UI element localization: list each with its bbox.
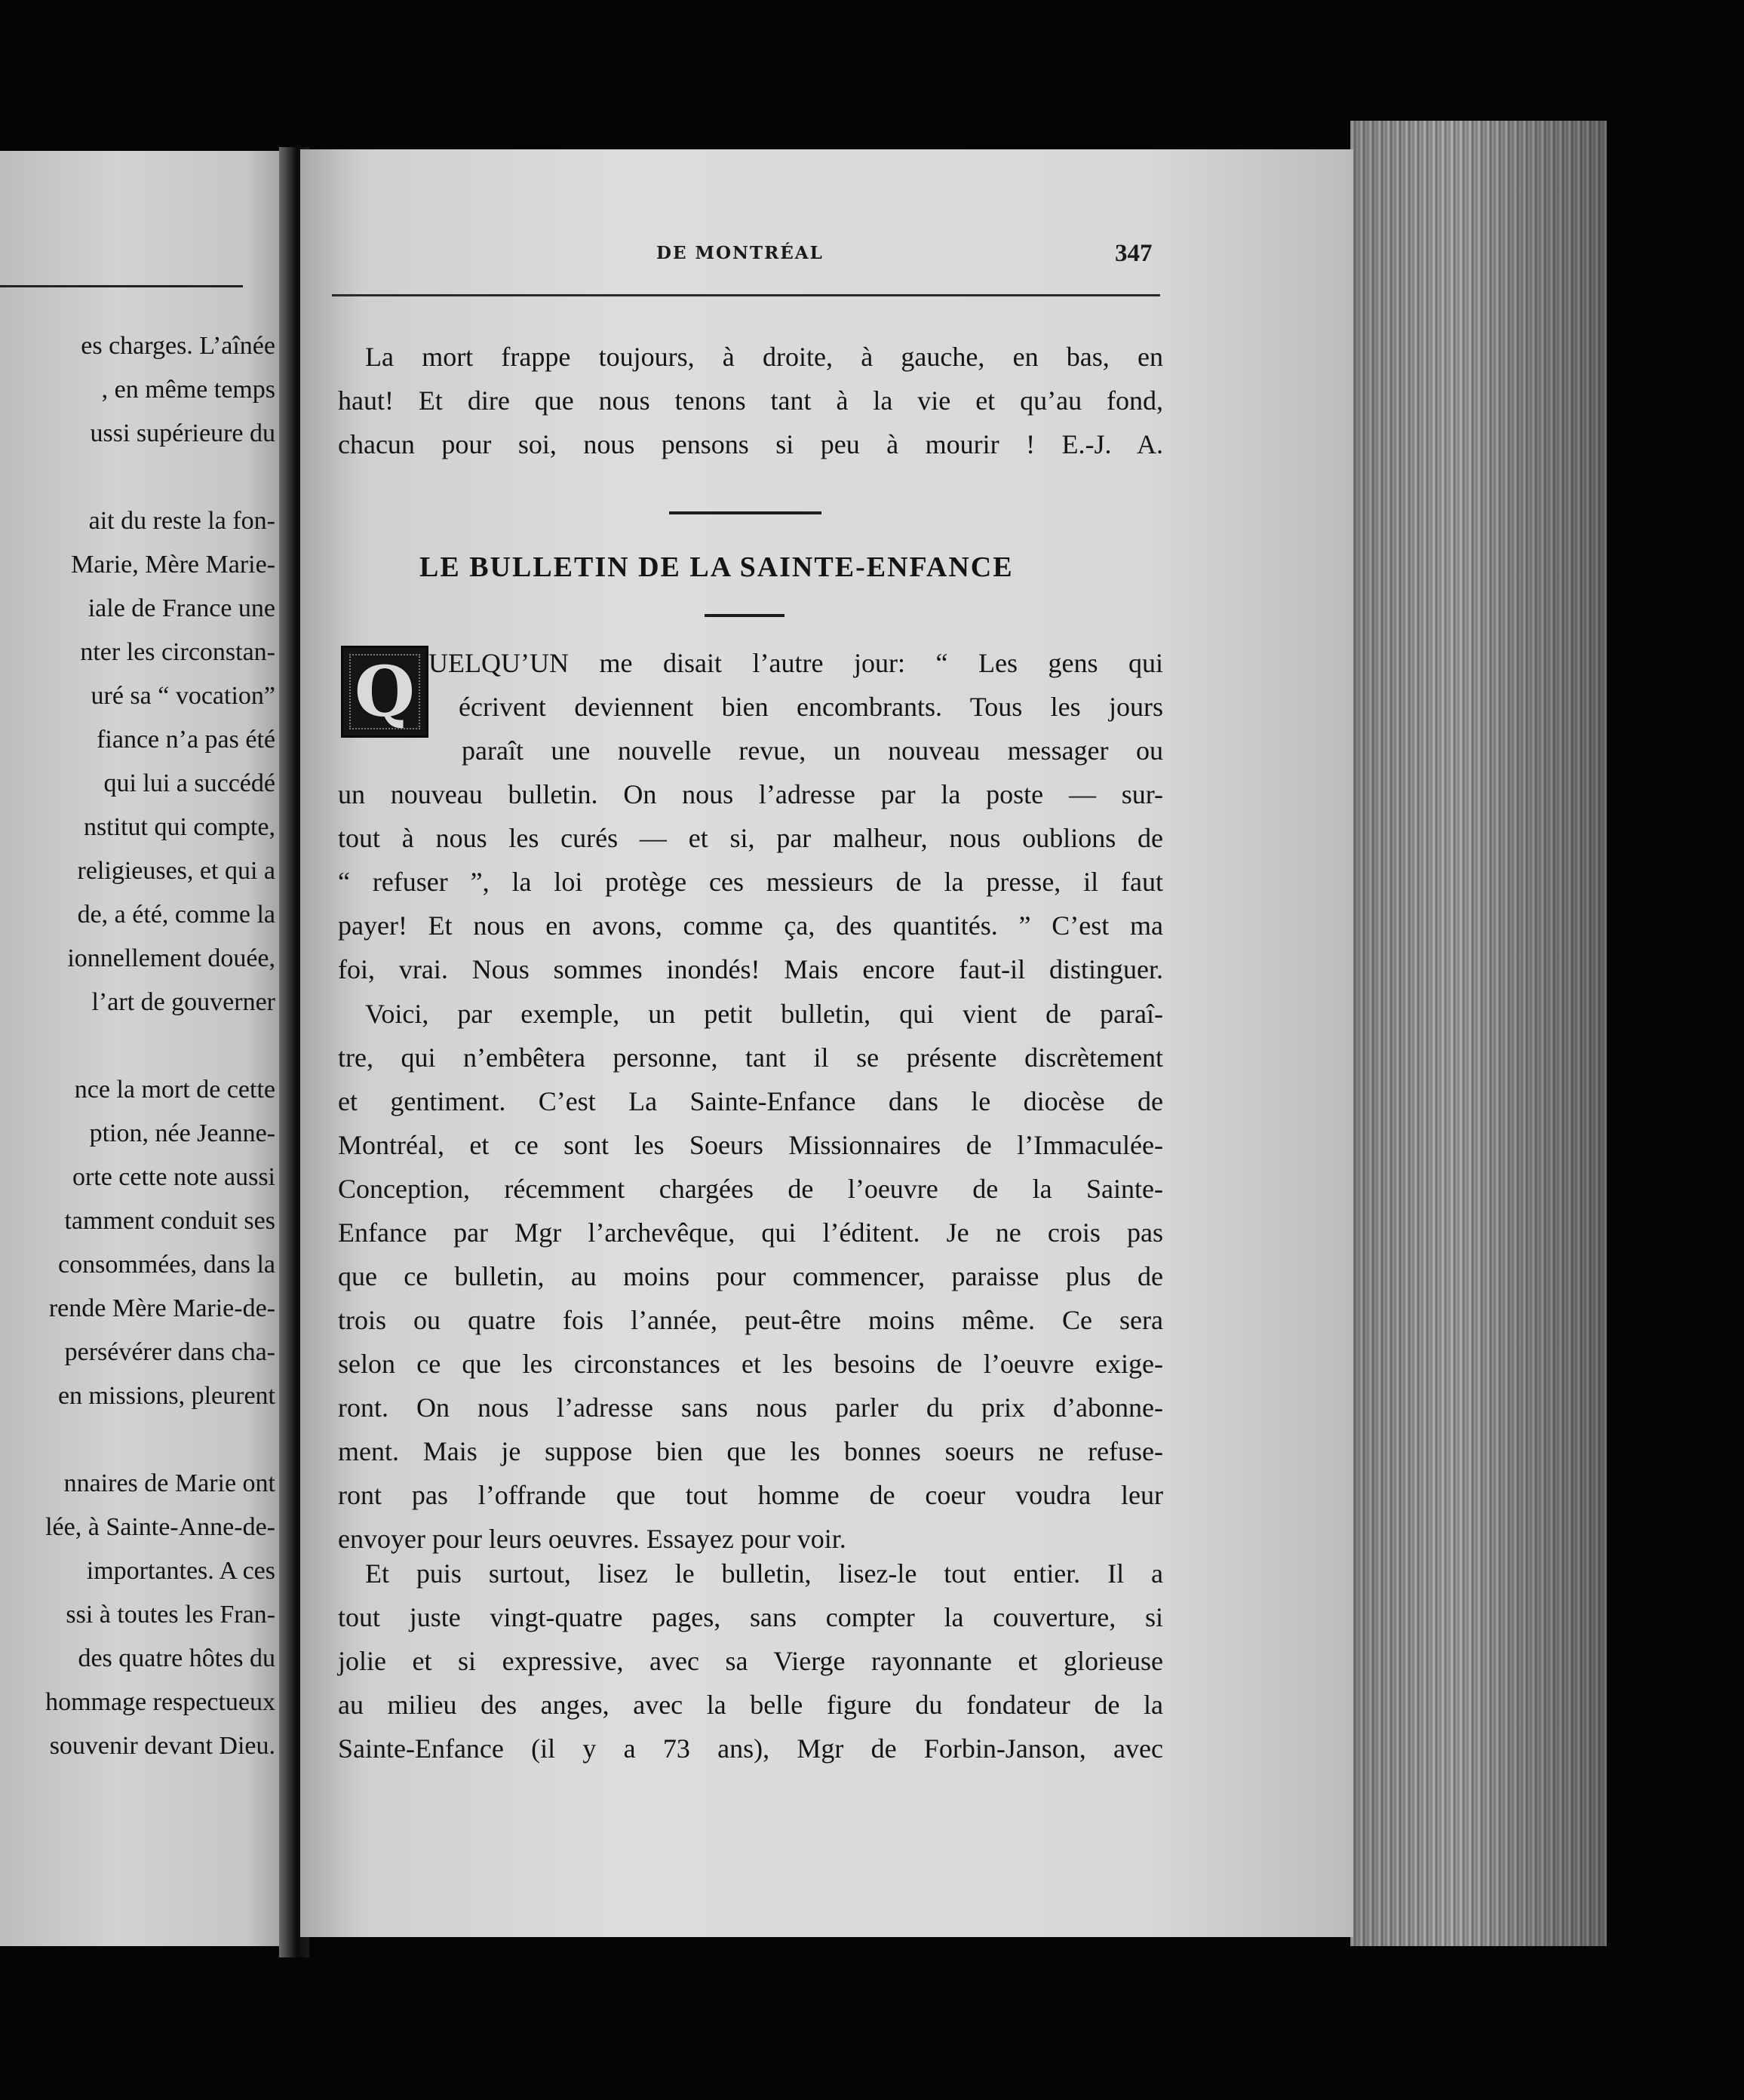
text-line: Montréal, et ce sont les Soeurs Missionnaires de l’Immaculée- [338,1130,1163,1160]
text-line: paraît une nouvelle revue, un nouveau messager ou [462,735,1163,766]
left-text-line: fiance n’a pas été [97,726,275,754]
text-line: trois ou quatre fois l’année, peut-être moins même. Ce sera [338,1305,1163,1335]
left-text-line: nstitut qui compte, [83,813,275,841]
left-text-line: Marie, Mère Marie- [71,551,275,579]
left-text-line: ption, née Jeanne- [89,1119,275,1147]
left-text-line: nce la mort de cette [74,1076,275,1104]
text-line: écrivent deviennent bien encombrants. Tous les jours [459,692,1163,722]
left-text-line: ussi supérieure du [90,419,275,447]
text-line: payer! Et nous en avons, comme ça, des quantités. ” C’est ma [338,910,1163,941]
left-text-line: lée, à Sainte-Anne-de- [45,1513,275,1541]
left-text-line: en missions, pleurent [57,1382,275,1410]
text-line: ront. On nous l’adresse sans nous parler du prix d’abonne- [338,1392,1163,1423]
text-line: selon ce que les circonstances et les besoins de l’oeuvre exige- [338,1349,1163,1379]
left-text-line: orte cette note aussi [72,1163,275,1191]
text-line: ront pas l’offrande que tout homme de coeur voudra leur [338,1480,1163,1510]
left-text-line: ait du reste la fon- [88,507,275,535]
left-text-line: ssi à toutes les Fran- [66,1601,275,1629]
page-number: 347 [1115,240,1153,267]
text-line: “ refuser ”, la loi protège ces messieurs de la presse, il faut [338,867,1163,897]
paragraph-3 [338,1552,1163,1770]
page-edges-shade [1350,121,1607,1946]
paragraph-1-opening [428,641,1163,772]
text-line: foi, vrai. Nous sommes inondés! Mais encore faut-il distinguer. [338,954,1163,984]
text-line: chacun pour soi, nous pensons si peu à mourir ! E.-J. A. [338,429,1163,459]
text-line: Enfance par Mgr l’archevêque, qui l’éditent. Je ne crois pas [338,1217,1163,1248]
left-blank-line [0,456,275,499]
left-text-line: nter les circonstan- [80,638,275,666]
text-line: Voici, par exemple, un petit bulletin, qui vient de paraî- [365,999,1163,1029]
left-text-line: iale de France une [88,594,275,622]
text-line: Et puis surtout, lisez le bulletin, lisez-le tout entier. Il a [365,1558,1163,1589]
left-text-line: tamment conduit ses [64,1207,275,1235]
text-line: Sainte-Enfance (il y a 73 ans), Mgr de Forbin-Janson, avec [338,1733,1163,1764]
left-page [0,151,290,1946]
paragraph-2 [338,992,1163,1561]
left-text-line: importantes. A ces [86,1557,275,1585]
left-text-line: , en même temps [101,376,275,404]
drop-cap-ornament [341,646,428,738]
left-header-rule [0,285,243,287]
left-text-line: hommage respectueux [45,1688,275,1716]
left-text-line: nnaires de Marie ont [63,1469,275,1497]
left-text-line: uré sa “ vocation” [91,682,275,710]
text-line: que ce bulletin, au moins pour commencer, paraisse plus de [338,1261,1163,1291]
article-title: LE BULLETIN DE LA SAINTE-ENFANCE [419,551,1014,583]
left-text-line: de, a été, comme la [77,901,275,929]
text-line: jolie et si expressive, avec sa Vierge rayonnante et glorieuse [338,1646,1163,1676]
text-line: La mort frappe toujours, à droite, à gauche, en bas, en [365,342,1163,372]
intro-paragraph [338,335,1163,466]
left-page-text [0,324,275,1768]
text-line: et gentiment. C’est La Sainte-Enfance dans le diocèse de [338,1086,1163,1116]
left-text-line: persévérer dans cha- [64,1338,275,1366]
left-blank-line [0,1418,275,1462]
text-line: tout juste vingt-quatre pages, sans compter la couverture, si [338,1602,1163,1632]
text-line: un nouveau bulletin. On nous l’adresse par la poste — sur- [338,779,1163,809]
left-text-line: rende Mère Marie-de- [48,1294,275,1322]
text-line: haut! Et dire que nous tenons tant à la vie et qu’au fond, [338,385,1163,416]
running-head: DE MONTRÉAL [656,243,824,263]
left-text-line: souvenir devant Dieu. [49,1732,275,1760]
text-line: au milieu des anges, avec la belle figure du fondateur de la [338,1690,1163,1720]
paragraph-1 [338,772,1163,991]
text-line: Conception, récemment chargées de l’oeuvre de la Sainte- [338,1174,1163,1204]
left-text-line: religieuses, et qui a [77,857,275,885]
text-line: tout à nous les curés — et si, par malheur, nous oublions de [338,823,1163,853]
text-line: ment. Mais je suppose bien que les bonnes soeurs ne refuse- [338,1436,1163,1466]
text-line: envoyer pour leurs oeuvres. Essayez pour voir. [338,1524,846,1554]
text-line: tre, qui n’embêtera personne, tant il se présente discrètement [338,1042,1163,1073]
text-line: UELQU’UN me disait l’autre jour: “ Les gens qui [428,648,1163,678]
left-text-line: l’art de gouverner [91,988,275,1016]
left-text-line: qui lui a succédé [103,769,275,797]
left-text-line: des quatre hôtes du [78,1644,275,1672]
drop-cap-letter: Q [354,651,416,732]
left-text-line: es charges. L’aînée [81,332,275,360]
title-rule-bottom [705,614,784,617]
left-text-line: consommées, dans la [58,1251,275,1279]
header-rule [332,294,1160,296]
left-text-line: ionnellement douée, [67,944,275,972]
title-rule-top [669,511,821,514]
left-blank-line [0,1024,275,1068]
